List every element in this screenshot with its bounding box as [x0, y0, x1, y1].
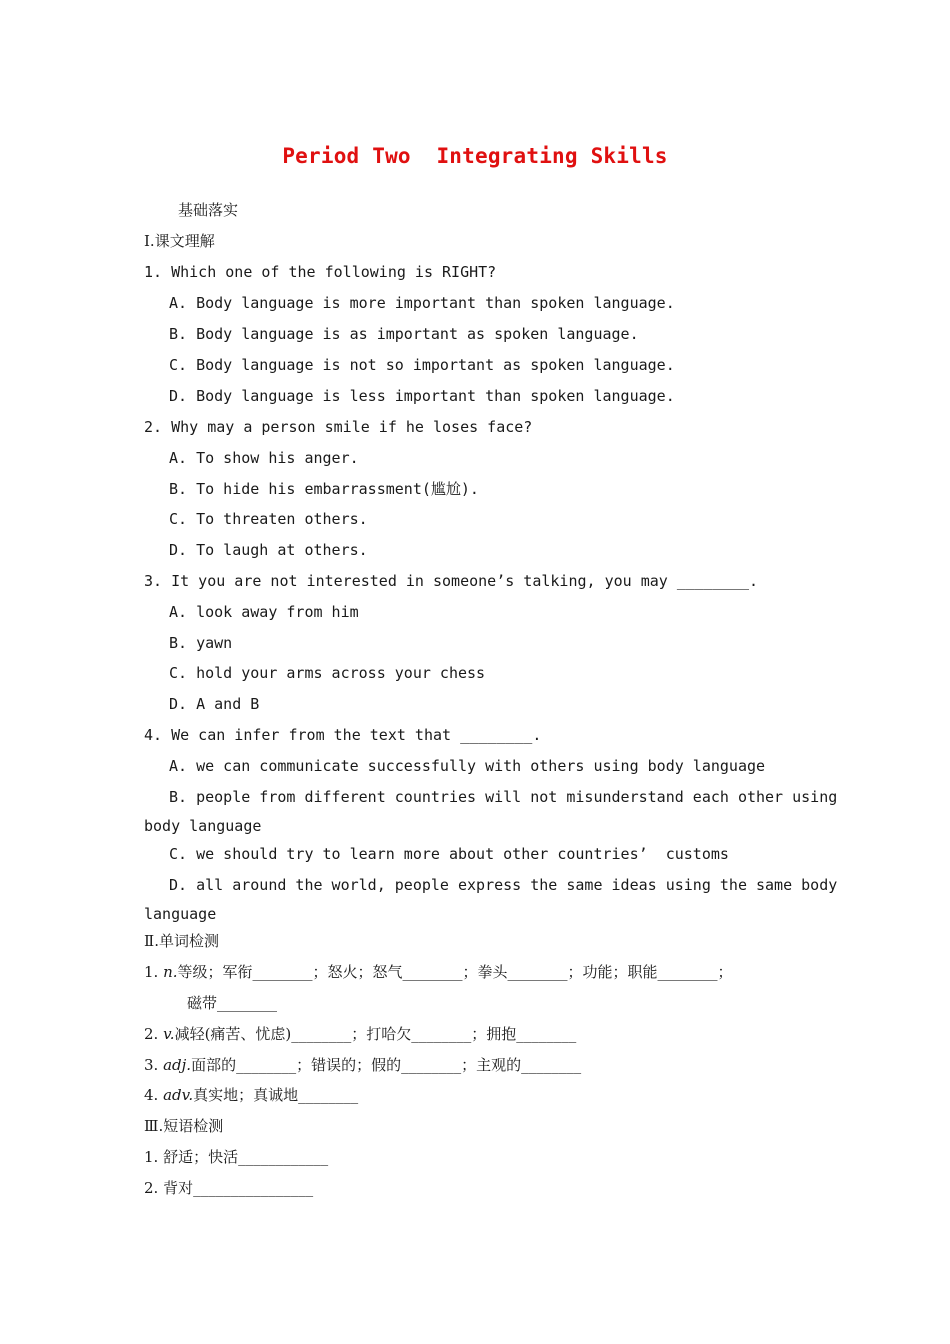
- question-2-option-d: D. To laugh at others.: [169, 541, 368, 559]
- question-4-option-d-cont: language: [144, 905, 217, 923]
- question-3-option-a: A. look away from him: [169, 603, 359, 621]
- question-4-option-b: B. people from different countries will not misunderstand each other using: [169, 788, 838, 806]
- question-2-stem: 2. Why may a person smile if he loses face?: [144, 418, 533, 436]
- vocab-item-4: [144, 1085, 358, 1105]
- question-3-option-c: C. hold your arms across your chess: [169, 664, 486, 682]
- question-1-stem: 1. Which one of the following is RIGHT?: [144, 263, 497, 281]
- phrase-item-1: 1. 舒适；快活____________: [144, 1148, 329, 1166]
- question-4-option-a: A. we can communicate successfully with others using body language: [169, 757, 766, 775]
- part3-heading: Ⅲ.短语检测: [144, 1117, 224, 1135]
- phrase-item-2: 2. 背对________________: [144, 1179, 314, 1197]
- vocab-text: 面部的________；错误的；假的________；主观的________: [191, 1056, 582, 1074]
- part2-heading: Ⅱ.单词检测: [144, 932, 219, 950]
- question-1-option-d: D. Body language is less important than spoken language.: [169, 387, 675, 405]
- question-1-option-c: C. Body language is not so important as spoken language.: [169, 356, 675, 374]
- vocab-pos: adv.: [163, 1086, 194, 1104]
- question-4-option-c: C. we should try to learn more about other countries’ customs: [169, 845, 729, 863]
- question-2-option-c: C. To threaten others.: [169, 510, 368, 528]
- question-3-option-d: D. A and B: [169, 695, 260, 713]
- vocab-num: 3.: [144, 1056, 164, 1074]
- question-2-option-b: B. To hide his embarrassment(尴尬).: [169, 480, 479, 498]
- vocab-text: 等级；军衔________；怒火；怒气________；拳头________；功能；职能________；: [177, 963, 733, 981]
- vocab-item-1: [144, 962, 733, 982]
- question-4-option-d: D. all around the world, people express the same ideas using the same body: [169, 876, 838, 894]
- vocab-pos: v.: [163, 1025, 175, 1043]
- question-4-option-b-cont: body language: [144, 817, 262, 835]
- vocab-text: 减轻(痛苦、忧虑)________；打哈欠________；拥抱________: [174, 1025, 577, 1043]
- vocab-item-3: [144, 1055, 581, 1075]
- part1-heading: Ⅰ.课文理解: [144, 232, 215, 250]
- vocab-pos: n.: [163, 963, 178, 981]
- vocab-item-1-cont: 磁带________: [187, 994, 278, 1012]
- vocab-item-2: [144, 1024, 576, 1044]
- vocab-pos: adj.: [163, 1056, 192, 1074]
- question-3-stem: 3. It you are not interested in someone’s talking, you may ________.: [144, 572, 759, 590]
- vocab-num: 2.: [144, 1025, 164, 1043]
- vocab-text: 真实地；真诚地________: [193, 1086, 359, 1104]
- question-1-option-a: A. Body language is more important than spoken language.: [169, 294, 675, 312]
- question-1-option-b: B. Body language is as important as spoken language.: [169, 325, 639, 343]
- question-2-option-a: A. To show his anger.: [169, 449, 359, 467]
- section-label: 基础落实: [178, 201, 239, 219]
- question-3-option-b: B. yawn: [169, 634, 233, 652]
- page-title: Period Two Integrating Skills: [282, 144, 668, 168]
- vocab-num: 1.: [144, 963, 164, 981]
- vocab-num: 4.: [144, 1086, 164, 1104]
- question-4-stem: 4. We can infer from the text that ________.: [144, 726, 542, 744]
